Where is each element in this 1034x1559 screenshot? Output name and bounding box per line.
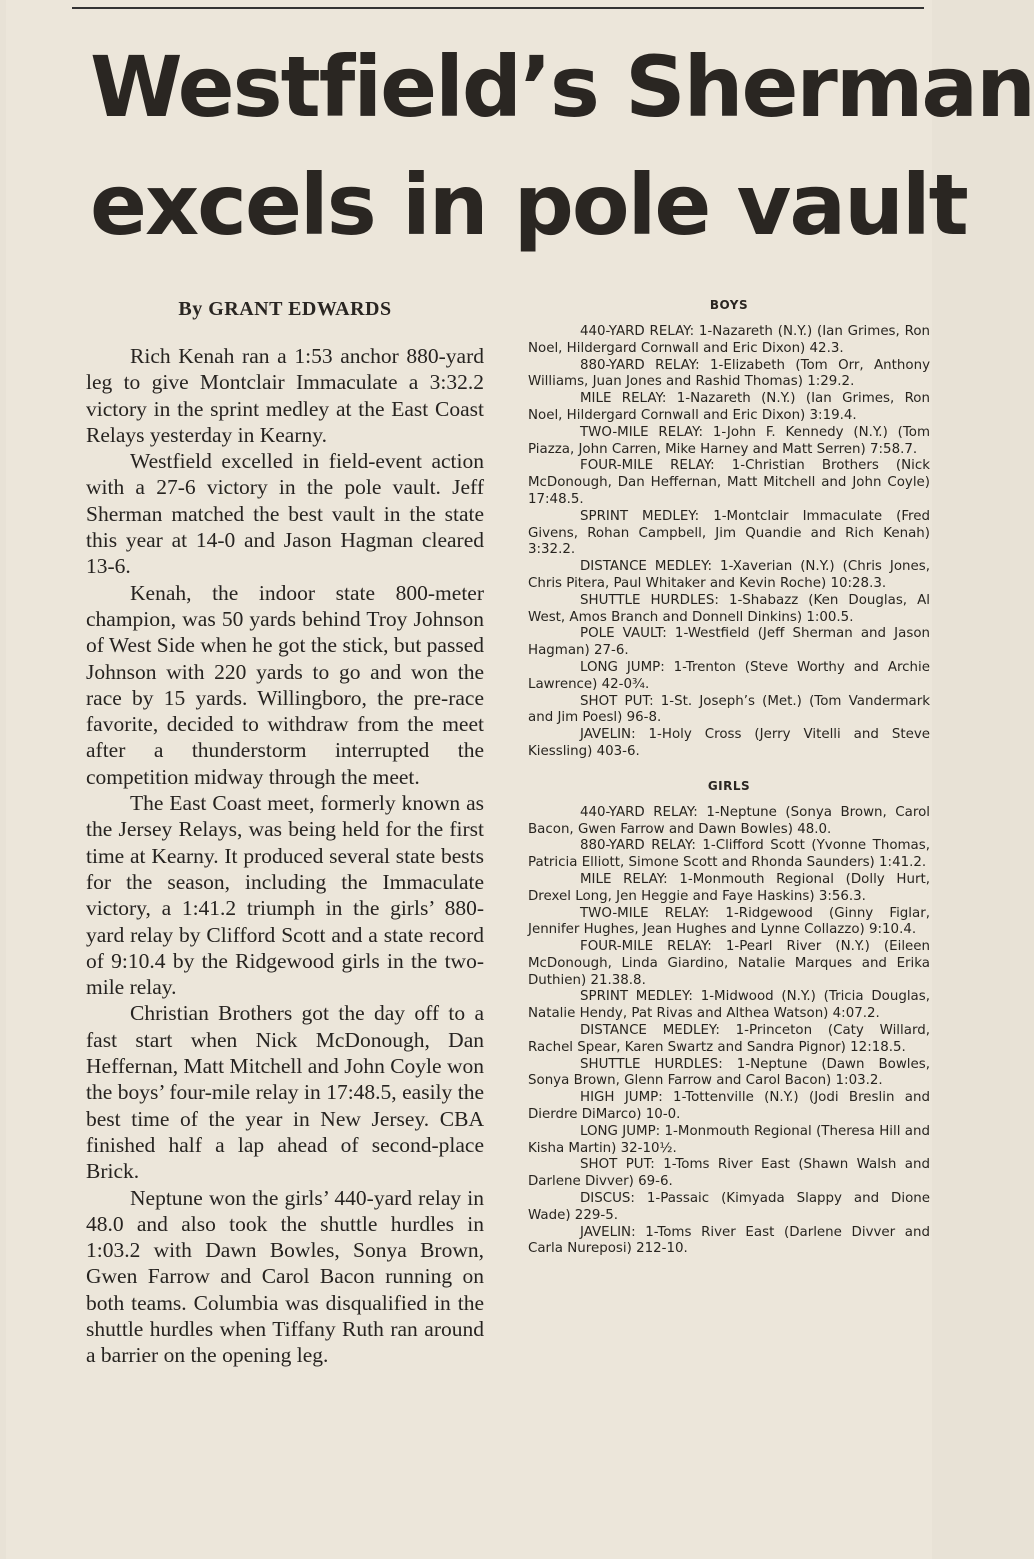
girls-result: JAVELIN: 1-Toms River East (Darlene Divver and Carla Nureposi) 212-10. bbox=[528, 1224, 930, 1257]
boys-result: LONG JUMP: 1-Trenton (Steve Worthy and Archie Lawrence) 42-0¾. bbox=[528, 659, 930, 692]
girls-result: MILE RELAY: 1-Monmouth Regional (Dolly Hurt, Drexel Long, Jen Heggie and Faye Haskins) 3:56.3. bbox=[528, 871, 930, 904]
article-paragraph-2: Westfield excelled in field-event action with a 27-6 victory in the pole vault. Jeff Sherman matched the best vault in the state this year at 14-0 and Jason Hagman cleared 13-6. bbox=[86, 449, 484, 579]
newspaper-clipping bbox=[6, 0, 1034, 1559]
article-paragraph-6: Neptune won the girls’ 440-yard relay in 48.0 and also took the shuttle hurdles in 1:03.2 with Dawn Bowles, Sonya Brown, Gwen Farrow and Carol Bacon running on both teams. Columbia was disqualified in the shuttle hurdles when Tiffany Ruth ran around a barrier on the opening leg. bbox=[86, 1185, 484, 1368]
girls-result: SHOT PUT: 1-Toms River East (Shawn Walsh and Darlene Divver) 69-6. bbox=[528, 1157, 930, 1190]
article-paragraph-1: Rich Kenah ran a 1:53 anchor 880-yard leg to give Montclair Immaculate a 3:32.2 victory in the sprint medley at the East Coast Relays yesterday in Kearny. bbox=[86, 344, 484, 447]
results-column bbox=[528, 298, 930, 1258]
headline-line-2: excels in pole vault bbox=[90, 156, 967, 254]
boys-result: 880-YARD RELAY: 1-Elizabeth (Tom Orr, Anthony Williams, Juan Jones and Rashid Thomas) 1:29.2. bbox=[528, 357, 930, 390]
girls-result: 880-YARD RELAY: 1-Clifford Scott (Yvonne Thomas, Patricia Elliott, Simone Scott and Rhonda Saunders) 1:41.2. bbox=[528, 838, 930, 871]
boys-result: SHOT PUT: 1-St. Joseph’s (Met.) (Tom Vandermark and Jim Poesl) 96-8. bbox=[528, 693, 930, 726]
headline-line-1: Westfield’s Sherman bbox=[90, 38, 1034, 136]
article-body bbox=[86, 298, 484, 1369]
boys-result: SPRINT MEDLEY: 1-Montclair Immaculate (Fred Givens, Rohan Campbell, Jim Quandie and Rich Kenah) 3:32.2. bbox=[528, 508, 930, 558]
headline bbox=[90, 28, 1034, 264]
boys-result: JAVELIN: 1-Holy Cross (Jerry Vitelli and Steve Kiessling) 403-6. bbox=[528, 727, 930, 759]
boys-result: FOUR-MILE RELAY: 1-Christian Brothers (Nick McDonough, Dan Heffernan, Matt Mitchell and John Coyle) 17:48.5. bbox=[528, 458, 930, 507]
boys-result: POLE VAULT: 1-Westfield (Jeff Sherman and Jason Hagman) 27-6. bbox=[528, 626, 930, 659]
girls-result: HIGH JUMP: 1-Tottenville (N.Y.) (Jodi Breslin and Dierdre DiMarco) 10-0. bbox=[528, 1090, 930, 1123]
girls-result: SHUTTLE HURDLES: 1-Neptune (Dawn Bowles, Sonya Brown, Glenn Farrow and Carol Bacon) 1:03.2. bbox=[528, 1056, 930, 1089]
girls-result: LONG JUMP: 1-Monmouth Regional (Theresa Hill and Kisha Martin) 32-10½. bbox=[528, 1123, 930, 1156]
girls-result: DISCUS: 1-Passaic (Kimyada Slappy and Dione Wade) 229-5. bbox=[528, 1191, 930, 1223]
byline: By GRANT EDWARDS bbox=[178, 298, 392, 320]
top-rule bbox=[72, 7, 924, 9]
boys-result: SHUTTLE HURDLES: 1-Shabazz (Ken Douglas, Al West, Amos Branch and Donnell Dinkins) 1:00.5. bbox=[528, 592, 930, 625]
girls-result: TWO-MILE RELAY: 1-Ridgewood (Ginny Figlar, Jennifer Hughes, Jean Hughes and Lynne Collazzo) 9:10.4. bbox=[528, 905, 930, 938]
boys-result: 440-YARD RELAY: 1-Nazareth (N.Y.) (Ian Grimes, Ron Noel, Hildergard Cornwall and Eric Dixon) 42.3. bbox=[528, 324, 930, 356]
boys-result: MILE RELAY: 1-Nazareth (N.Y.) (Ian Grimes, Ron Noel, Hildergard Cornwall and Eric Dixon) 3:19.4. bbox=[528, 391, 930, 423]
girls-result: 440-YARD RELAY: 1-Neptune (Sonya Brown, Carol Bacon, Gwen Farrow and Dawn Bowles) 48.0. bbox=[528, 804, 930, 837]
girls-heading: GIRLS bbox=[707, 778, 751, 793]
boys-heading: BOYS bbox=[709, 298, 749, 312]
boys-result: DISTANCE MEDLEY: 1-Xaverian (N.Y.) (Chris Jones, Chris Pitera, Paul Whitaker and Kevin Roche) 10:28.3. bbox=[528, 559, 930, 591]
girls-result: SPRINT MEDLEY: 1-Midwood (N.Y.) (Tricia Douglas, Natalie Hendy, Pat Rivas and Althea Watson) 4:07.2. bbox=[528, 989, 930, 1022]
article-paragraph-3: Kenah, the indoor state 800-meter champion, was 50 yards behind Troy Johnson of West Side when he got the stick, but passed Johnson with 220 yards to go and won the race by 15 yards. Willingboro, the pre-race favorite, decided to withdraw from the meet after a thunderstorm interrupted the competition midway through the meet. bbox=[86, 580, 484, 789]
girls-result: DISTANCE MEDLEY: 1-Princeton (Caty Willard, Rachel Spear, Karen Swartz and Sandra Pignor) 12:18.5. bbox=[528, 1023, 930, 1055]
article-paragraph-5: Christian Brothers got the day off to a fast start when Nick McDonough, Dan Heffernan, Matt Mitchell and John Coyle won the boys’ four-mile relay in 17:48.5, easily the best time of the year in New Jersey. CBA finished half a lap ahead of second-place Brick. bbox=[86, 1001, 484, 1184]
girls-result: FOUR-MILE RELAY: 1-Pearl River (N.Y.) (Eileen McDonough, Linda Giardino, Natalie Marques and Erika Duthien) 21.38.8. bbox=[528, 939, 930, 988]
boys-result: TWO-MILE RELAY: 1-John F. Kennedy (N.Y.) (Tom Piazza, John Carren, Mike Harney and Matt Serren) 7:58.7. bbox=[528, 424, 930, 457]
article-paragraph-4: The East Coast meet, formerly known as the Jersey Relays, was being held for the first time at Kearny. It produced several state bests for the season, including the Immaculate victory, a 1:41.2 triumph in the girls’ 880-yard relay by Clifford Scott and a state record of 9:10.4 by the Ridgewood girls in the two-mile relay. bbox=[86, 791, 484, 1000]
